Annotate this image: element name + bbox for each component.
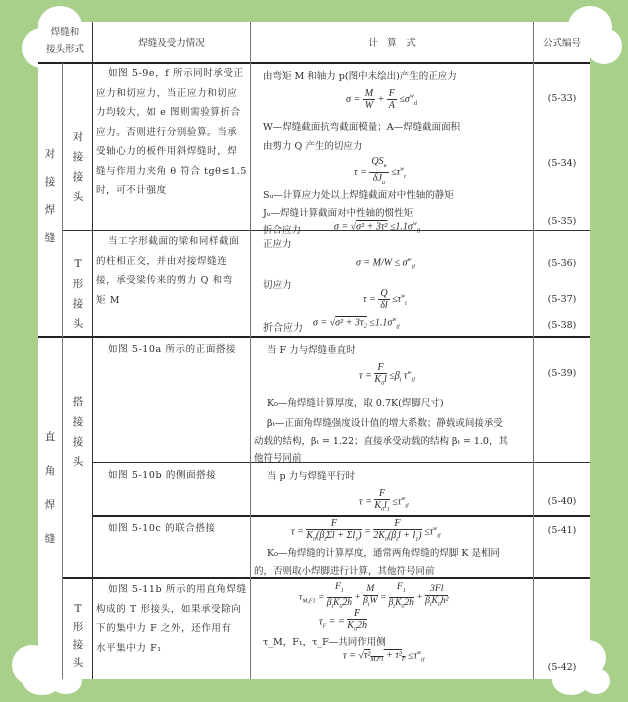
desc-line: 矩 M xyxy=(96,294,121,306)
label-char: 接 xyxy=(72,151,84,163)
description-t-butt-joint xyxy=(96,232,248,310)
calc-label: 折合应力 xyxy=(263,225,302,236)
calc-text: τ_M，F₁，τ_F—共同作用侧 xyxy=(263,637,386,648)
calc-text: 正应力 xyxy=(263,239,292,250)
calc-text: K₀—角焊缝计算厚度，取 0.7K(焊脚尺寸) xyxy=(267,398,444,409)
calc-column xyxy=(251,22,533,679)
header-formula: 计 算 式 xyxy=(368,38,416,49)
desc-line: 应力和切应力，当正应力和切应 xyxy=(96,87,238,99)
formula-5-35: $\sigma = √\sigma^2 + 3\tau^2 \le 1.1\sigma^w_{tl}$ xyxy=(334,221,421,235)
header-joint-type xyxy=(38,24,92,58)
label-char: 头 xyxy=(72,657,84,669)
desc-line: 力均较大，如 e 图则需验算折合 xyxy=(96,107,241,118)
description-front-lap: 如图 5-10a 所示的正面搭接 xyxy=(108,344,237,355)
desc-line: 如图 5-9e，f 所示同时承受正 xyxy=(108,68,244,79)
group-label-butt-weld xyxy=(40,140,60,252)
header-joint-type-line2: 接头形式 xyxy=(45,44,84,55)
label-char: 接 xyxy=(72,639,84,651)
calc-text: 他符号同前 xyxy=(254,453,302,464)
description-butt-joint xyxy=(96,64,248,201)
label-char: T xyxy=(74,258,82,270)
col-rule xyxy=(62,63,63,679)
label-char: 直 xyxy=(44,431,56,443)
desc-line: 构成的 T 形接头，如果承受除向 xyxy=(96,603,242,615)
formula-5-40: τ = $\frac{F}{K_0l_1}$ $\le\tau^w_{tl}$ xyxy=(359,488,409,513)
col-rule xyxy=(533,22,534,679)
calc-label: 折合应力 xyxy=(263,323,303,334)
label-char: 焊 xyxy=(44,204,56,216)
label-char: 形 xyxy=(72,621,84,633)
joint-label-lap xyxy=(68,392,88,472)
weld-formula-table xyxy=(38,22,590,679)
label-char: 接 xyxy=(72,436,84,448)
calc-text: 的，否则取小焊脚进行计算，其他符号同前 xyxy=(254,566,435,577)
formula-5-42: $\tau = √\tau^2_{M,F1} + \tau^2_F \le\tau^w_{tl}$ xyxy=(343,650,425,664)
label-char: 接 xyxy=(72,171,84,183)
formula-number: (5-34) xyxy=(547,158,577,169)
label-char: 接 xyxy=(72,298,84,310)
header-joint-type-line1: 焊缝和 xyxy=(50,27,80,38)
desc-line: 如图 5-11b 所示的用直角焊缝 xyxy=(108,584,247,595)
calc-text: 由剪力 Q 产生的切应力 xyxy=(263,141,363,152)
desc-line: 受轴心力的板件用斜焊缝时，焊 xyxy=(96,146,238,157)
header-weld-condition: 焊缝及受力情况 xyxy=(138,38,205,49)
calc-text: 动载的结构，βₜ = 1.22；直接承受动载的结构 βₜ = 1.0，其 xyxy=(254,436,508,447)
label-char: 头 xyxy=(72,456,84,468)
calc-text: 切应力 xyxy=(263,280,292,291)
formula-number: (5-37) xyxy=(547,294,577,305)
formula-number: (5-39) xyxy=(547,368,577,379)
formula-5-33: σ = $\frac{M}{W}$ + $\frac{F}{A}$ $\le\sigma^w_{tl}$ xyxy=(346,88,418,111)
label-char: 接 xyxy=(72,416,84,428)
formula-number: (5-41) xyxy=(547,525,577,536)
calc-text: 当 p 力与焊缝平行时 xyxy=(267,471,356,482)
desc-line: 当工字形截面的梁和同样截面 xyxy=(108,236,240,247)
col-rule xyxy=(92,22,93,679)
label-char: T xyxy=(74,603,82,615)
label-char: 对 xyxy=(44,148,56,160)
formula-tau-f: $\tau_F$ = = $\frac{F}{K_02h}$ xyxy=(319,608,367,633)
label-char: 头 xyxy=(72,191,84,203)
desc-line: 接，承受梁传来的剪力 Q 和弯 xyxy=(96,275,233,286)
formula-5-36: $\sigma = M/W \le \sigma^w_{tl}$ xyxy=(356,257,415,271)
formula-tau-m-f1: $\tau_{M,F1}$ = $\frac{F_1}{\beta_tK_02h}$ + $\frac{M}{\beta_tW}$ = $\frac{F_1}{\beta_tK_02h}$ + $\frac{3Fl}{\beta_tK_0h^2}$ xyxy=(299,582,449,610)
joint-label-butt xyxy=(68,127,88,207)
desc-line: 时，可不计强度 xyxy=(96,185,167,196)
formula-5-39: τ = $\frac{F}{K_0l}$ $\le\beta_t$ $\tau^w_{tl}$ xyxy=(359,362,415,387)
formula-5-34: τ = $\frac{QS_u}{\delta J_u}$ $\le\tau^w_t$ xyxy=(354,156,406,186)
document-panel xyxy=(38,22,590,679)
formula-5-38: $\sigma = √\sigma^2 + 3\tau_2 \le 1.1\sigma^w_{tl}$ xyxy=(313,317,400,331)
desc-line: 水平集中力 F₁ xyxy=(96,642,162,654)
joint-label-t-fillet xyxy=(68,600,88,672)
header-formula-number: 公式编号 xyxy=(542,38,581,49)
group-label-fillet-weld xyxy=(40,420,60,556)
formula-5-41: τ = $\frac{F}{K_0(\beta_t\Sigma l + \Sigma l_1)}$ = $\frac{F}{2K_0(\beta_tl + l_1)}$ $\le\tau^w_{tl}$ xyxy=(291,518,441,543)
calc-text: 当 F 力与焊缝垂直时 xyxy=(267,345,356,356)
label-char: 缝 xyxy=(44,232,56,244)
formula-number: (5-36) xyxy=(547,258,577,269)
label-char: 缝 xyxy=(44,533,56,545)
desc-line: 的柱相正交，并由对接焊缝连 xyxy=(96,255,228,267)
formula-number: (5-40) xyxy=(547,496,577,507)
label-char: 角 xyxy=(44,465,56,477)
label-char: 焊 xyxy=(44,499,56,511)
label-char: 头 xyxy=(72,318,84,330)
calc-text: Sᵤ—计算应力处以上焊缝截面对中性轴的静矩 xyxy=(263,190,454,201)
joint-label-t-butt xyxy=(68,254,88,334)
calc-text: βₜ—正面角焊缝强度设计值的增大系数；静载或间接承受 xyxy=(267,418,503,429)
label-char: 形 xyxy=(72,278,84,290)
desc-line: 应力。否则进行分别验算。当承 xyxy=(96,126,238,138)
description-combined-lap: 如图 5-10c 的联合搭接 xyxy=(108,523,216,534)
label-char: 接 xyxy=(44,176,56,188)
label-char: 搭 xyxy=(72,396,84,408)
desc-line: 下的集中力 F 之外，还作用有 xyxy=(96,623,232,634)
decor-cloud-top-right xyxy=(586,28,622,64)
calc-text: W—焊缝截面抗弯截面模量；A—焊缝截面面积 xyxy=(263,122,461,133)
desc-line: 缝与作用力夹角 θ 符合 tgθ≤1.5 xyxy=(96,165,247,177)
calc-text: 由弯矩 M 和轴力 p(图中未绘出)产生的正应力 xyxy=(263,71,457,82)
calc-text: Jᵤ—焊缝计算截面对中性轴的惯性矩 xyxy=(263,208,414,219)
label-char: 对 xyxy=(72,131,84,143)
formula-5-37: τ = $\frac{Q}{\delta l}$ $\le\tau^w_t$ xyxy=(363,288,407,311)
calc-text: K₀—角焊缝的计算厚度，通常两角焊缝的焊脚 K 是相同 xyxy=(267,548,501,559)
formula-number: (5-42) xyxy=(547,662,577,673)
formula-number: (5-33) xyxy=(547,93,577,104)
description-t-fillet-joint xyxy=(96,580,248,658)
description-side-lap: 如图 5-10b 的侧面搭接 xyxy=(108,470,217,481)
formula-number: (5-38) xyxy=(547,320,577,331)
formula-number: (5-35) xyxy=(547,216,577,227)
